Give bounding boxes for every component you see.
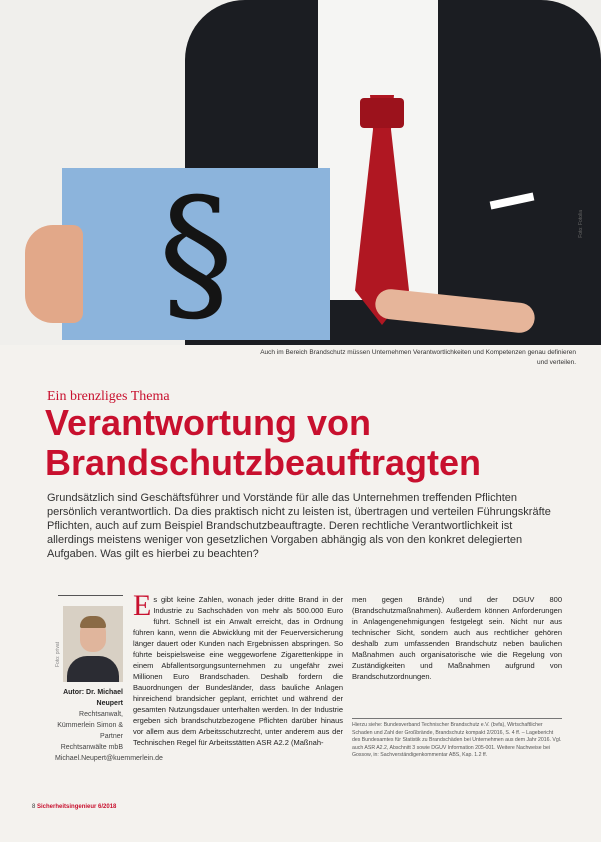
- author-photo-credit: Foto: privat: [55, 642, 61, 668]
- author-photo: [63, 606, 123, 682]
- hero-photo: [0, 0, 601, 345]
- author-box: [55, 687, 163, 764]
- photo-credit: Foto: Fotolia: [578, 210, 584, 238]
- publication-name: Sicherheitsingenieur 6/2018: [37, 804, 117, 810]
- left-hand: [25, 225, 83, 323]
- paragraph-symbol-icon: §: [158, 167, 234, 341]
- author-name: Autor: Dr. Michael Neupert: [63, 689, 123, 707]
- article-kicker: Ein brenzliges Thema: [47, 389, 170, 404]
- headline-line-2: Brandschutzbeauftragten: [45, 442, 482, 483]
- article-headline: [45, 403, 565, 483]
- footnote-rule: [352, 718, 562, 719]
- author-suit: [67, 656, 119, 682]
- drop-cap: E: [133, 589, 152, 622]
- author-rule: [58, 595, 123, 596]
- author-details: Rechtsanwalt, Kümmerlein Simon & Partner Rechtsanwälte mbB Michael.Neupert@kuemmerlein.de: [55, 711, 163, 762]
- article-lead: Grundsätzlich sind Geschäftsführer und Vorstände für alle das Unternehmen treffenden Pflichten persönlich verantwortlich. Da dies praktisch nicht zu leisten ist, übertragen und verteilen Führungskräfte Pflichten, auch auf zum Beispiel Brandschutzbeauftragte. Deren rechtliche Verantwortlichkeit ist allerdings meistens weniger von gesetzlichen Vorgaben abhängig als von den konkret delegierten Aufgaben. Was gilt es hierbei zu beachten?: [47, 492, 551, 560]
- page-number: 8: [32, 804, 36, 810]
- body-column-2: men gegen Brände) und der DGUV 800 (Brandschutzmaßnahmen). Außerdem können Anforderungen in Anlagengenehmigungen festgelegt sein. Nicht nur aus technischer Sicht, sondern auch aus rechtlicher gehören deshalb zum umfassenden Brandschutz neben baulichen Maßnahmen auch organisatorische wie die Regelung von Zuständigkeiten und Maßnahmen aufgrund von Brandschutzordnungen.: [352, 595, 562, 681]
- footnotes: Hierzu siehe: Bundesverband Technischer Brandschutz e.V. (bvfa), Wirtschaftlicher Schaden und Zahl der Großbrände, Brandschutz kompakt 2/2016, S. 4 ff. – Lagebericht des Bundesamtes für Statistik zu Brandschäden bei Unternehmen aus dem Jahr 2016. Vgl. auch ASR A2.2, Abschnitt 3 sowie DGUV Information 205-001. Weitere Nachweise bei Gossow, in: Sachverständigenkommentar ABS, Kap. 1.2 ff.: [352, 722, 562, 758]
- photo-caption: Auch im Bereich Brandschutz müssen Unternehmen Verantwortlichkeiten und Kompetenzen genau definieren und verteilen.: [260, 349, 576, 366]
- author-hair: [80, 616, 106, 628]
- body-column-1: [133, 589, 343, 748]
- page-folio: [32, 804, 116, 810]
- body-text-1: s gibt keine Zahlen, wonach jeder dritte Brand in der Industrie zu Sachschäden von mehr als 500.000 Euro führt. Schnell ist ein Anwalt erreicht, das in Ordnung führen kann, wenn die Abwicklung mit der Feuerversicherung länger dauert oder Kunden nach Ergebnissen abspringen. So führte beispielsweise eine weggeworfene Zigarettenkippe in einem Abfallentsorgungsunternehmen zu ungefähr zwei Millionen Euro Brandschaden. Deshalb fordern die Bauordnungen der Bundesländer, dass bauliche Anlagen hinreichend brandsicher geplant, errichtet und während der gesamten Nutzungsdauer unterhalten werden. In der Industrie ergeben sich brandschutzbezogene Pflichten darüber hinaus vor allem aus dem Arbeitsschutzrecht, unter anderem aus der Technischen Regel für Arbeitsstätten ASR A2.2 (Maßnah-: [133, 595, 343, 747]
- headline-line-1: Verantwortung von: [45, 402, 372, 443]
- tie-knot: [360, 98, 404, 128]
